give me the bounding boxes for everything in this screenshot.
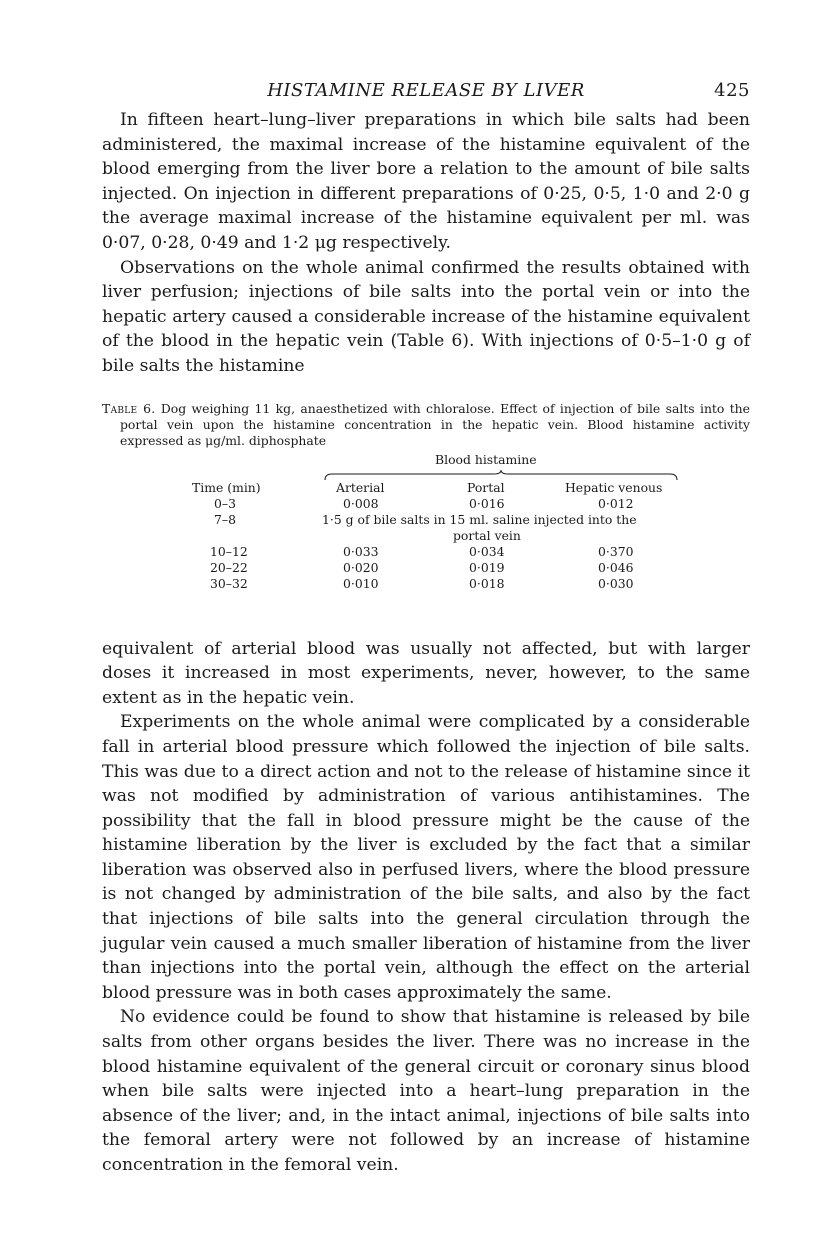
data-table [102, 449, 750, 599]
paragraph-3: equivalent of arterial blood was usually not affected, but with larger doses it increased in most experiments, never, however, to the same extent as in the hepatic vein. [102, 638, 750, 708]
row-1-time: 7–8 [214, 511, 236, 527]
paragraph-4: Experiments on the whole animal were complicated by a considerable fall in arterial blood pressure which followed the injection of bile salts. This was due to a direct action and not to the release of histamine since it was not modified by administration of various antihistamines. The possibility that the fall in blood pressure might be the cause of the histamine liberation by the liver is excluded by the fact that a similar liberation was observed also in perfused livers, where the blood pressure is not changed by administration of the bile salts, and also by the fact that injections of bile salts into the general circulation through the jugular vein caused a much smaller liberation of histamine from the liver than injections into the portal vein, although the effect on the arterial blood pressure was in both cases approximately the same. [102, 712, 750, 1003]
row-4-arterial: 0·010 [343, 575, 379, 591]
row-3-time: 20–22 [210, 559, 248, 575]
paragraph-1: In fifteen heart–lung–liver preparations in which bile salts had been administered, the maximal increase of the histamine equivalent of the blood emerging from the liver bore a relation to the amount of bile salts injected. On injection in different preparations of 0·25, 0·5, 1·0 and 2·0 g the average maximal increase of the histamine equivalent per ml. was 0·07, 0·28, 0·49 and 1·2 μg respectively. [102, 110, 750, 253]
row-4-time: 30–32 [210, 575, 248, 591]
running-title: HISTAMINE RELEASE BY LIVER [267, 80, 585, 101]
table-caption [102, 401, 750, 449]
row-2-time: 10–12 [210, 543, 248, 559]
row-3-hepatic: 0·046 [598, 559, 634, 575]
page-header [102, 78, 750, 108]
table-caption-text: Dog weighing 11 kg, anaesthetized with chloralose. Effect of injection of bile salts into the portal vein upon the histamine concentration in the hepatic vein. Blood histamine activity expressed as μg/ml. diphosphate [120, 400, 750, 448]
row-3-arterial: 0·020 [343, 559, 379, 575]
paragraph-5: No evidence could be found to show that histamine is released by bile salts from other organs besides the liver. There was no increase in the blood histamine equivalent of the general circuit or coronary sinus blood when bile salts were injected into a heart–lung preparation in the absence of the liver; and, in the intact animal, injections of bile salts into the femoral artery were not followed by an increase of histamine concentration in the femoral vein. [102, 1007, 750, 1175]
row-2-portal: 0·034 [469, 543, 505, 559]
row-0-arterial: 0·008 [343, 495, 379, 511]
col-header-arterial: Arterial [336, 479, 385, 495]
group-header: Blood histamine [435, 451, 537, 467]
col-header-time: Time (min) [192, 479, 261, 495]
row-2-arterial: 0·033 [343, 543, 379, 559]
row-0-time: 0–3 [214, 495, 236, 511]
paragraph-2: Observations on the whole animal confirmed the results obtained with liver perfusion; injections of bile salts into the portal vein or into the hepatic artery caused a considerable increase of the histamine equivalent of the blood in the hepatic vein (Table 6). With injections of 0·5–1·0 g of bile salts the histamine [102, 257, 750, 376]
col-header-portal: Portal [467, 479, 505, 495]
row-3-portal: 0·019 [469, 559, 505, 575]
page-number: 425 [714, 80, 750, 101]
row-4-hepatic: 0·030 [598, 575, 634, 591]
row-0-hepatic: 0·012 [598, 495, 634, 511]
table-label: Table 6. [102, 400, 156, 416]
page [102, 78, 750, 1178]
row-4-portal: 0·018 [469, 575, 505, 591]
col-header-hepatic: Hepatic venous [565, 479, 663, 495]
row-2-hepatic: 0·370 [598, 543, 634, 559]
row-1-note-line1: 1·5 g of bile salts in 15 ml. saline injected into the [322, 511, 637, 527]
row-0-portal: 0·016 [469, 495, 505, 511]
row-1-note-line2: portal vein [453, 527, 521, 543]
